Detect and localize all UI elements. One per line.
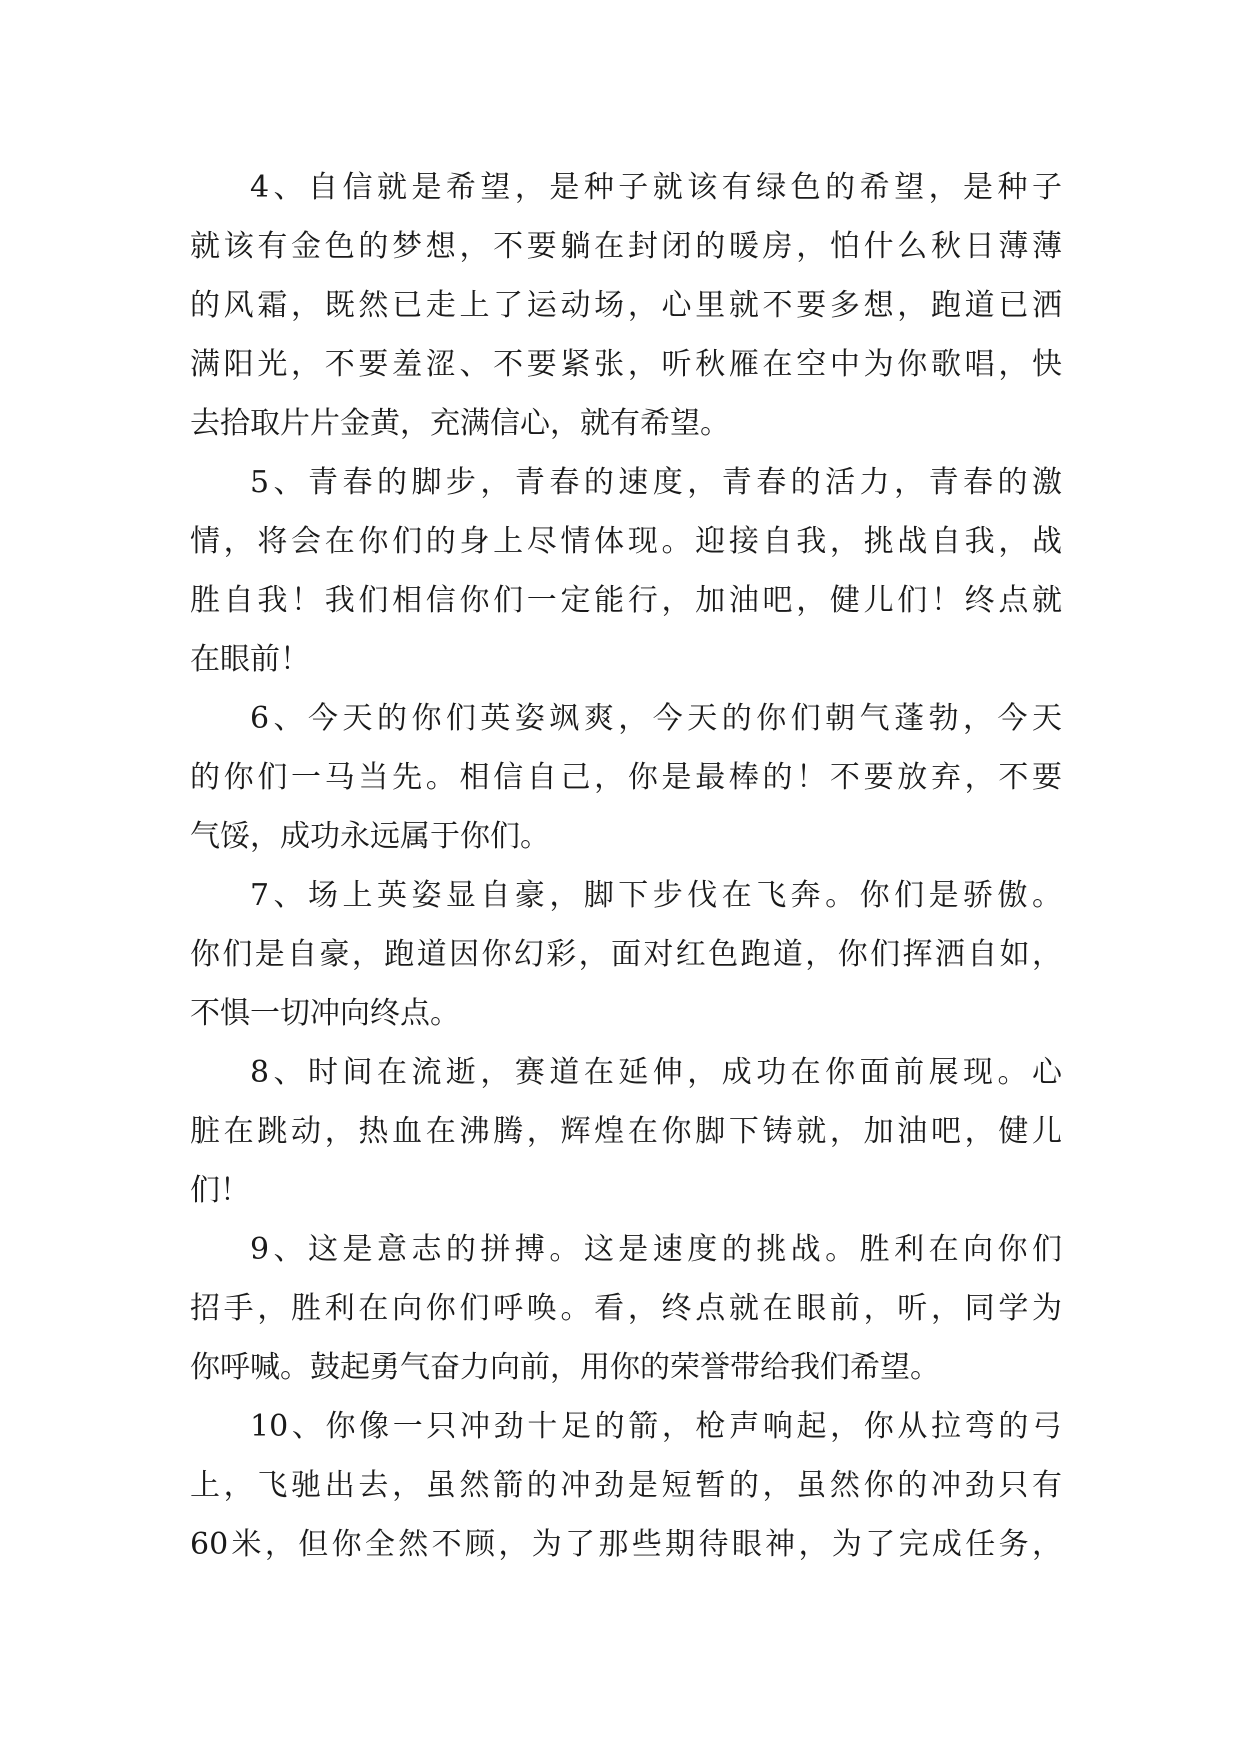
- paragraph-line: 5、青春的脚步，青春的速度，青春的活力，青春的激: [250, 465, 1062, 500]
- paragraph-line: 4、自信就是希望，是种子就该有绿色的希望，是种子: [250, 170, 1062, 205]
- paragraph-line: 们！: [190, 1173, 250, 1208]
- paragraph-line: 不惧一切冲向终点。: [190, 996, 460, 1031]
- paragraph-line: 气馁，成功永远属于你们。: [190, 819, 550, 854]
- paragraph-line: 10、你像一只冲劲十足的箭，枪声响起，你从拉弯的弓: [250, 1409, 1062, 1444]
- paragraph-line: 情，将会在你们的身上尽情体现。迎接自我，挑战自我，战: [190, 524, 1062, 559]
- paragraph-10: [190, 1397, 1062, 1574]
- paragraph-9: [190, 1220, 1062, 1397]
- paragraph-line: 8、时间在流逝，赛道在延伸，成功在你面前展现。心: [250, 1055, 1062, 1090]
- paragraph-5: [190, 453, 1062, 689]
- paragraph-line: 就该有金色的梦想，不要躺在封闭的暖房，怕什么秋日薄薄: [190, 229, 1062, 264]
- paragraph-line: 在眼前！: [190, 642, 310, 677]
- paragraph-line: 60米，但你全然不顾，为了那些期待眼神，为了完成任务，: [190, 1527, 1062, 1562]
- paragraph-line: 7、场上英姿显自豪，脚下步伐在飞奔。你们是骄傲。: [250, 878, 1062, 913]
- paragraph-line: 9、这是意志的拼搏。这是速度的挑战。胜利在向你们: [250, 1232, 1062, 1267]
- paragraph-6: [190, 689, 1062, 866]
- paragraph-line: 去拾取片片金黄，充满信心，就有希望。: [190, 406, 730, 441]
- paragraph-line: 脏在跳动，热血在沸腾，辉煌在你脚下铸就，加油吧，健儿: [190, 1114, 1062, 1149]
- paragraph-line: 招手，胜利在向你们呼唤。看，终点就在眼前，听，同学为: [190, 1291, 1062, 1326]
- paragraph-line: 胜自我！我们相信你们一定能行，加油吧，健儿们！终点就: [190, 583, 1062, 618]
- document-body: [190, 158, 1062, 1574]
- paragraph-4: [190, 158, 1062, 453]
- paragraph-line: 你们是自豪，跑道因你幻彩，面对红色跑道，你们挥洒自如，: [190, 937, 1062, 972]
- paragraph-line: 上，飞驰出去，虽然箭的冲劲是短暂的，虽然你的冲劲只有: [190, 1468, 1062, 1503]
- paragraph-7: [190, 866, 1062, 1043]
- paragraph-line: 的风霜，既然已走上了运动场，心里就不要多想，跑道已洒: [190, 288, 1062, 323]
- paragraph-line: 你呼喊。鼓起勇气奋力向前，用你的荣誉带给我们希望。: [190, 1350, 940, 1385]
- paragraph-8: [190, 1043, 1062, 1220]
- paragraph-line: 6、今天的你们英姿飒爽，今天的你们朝气蓬勃，今天: [250, 701, 1062, 736]
- paragraph-line: 的你们一马当先。相信自己，你是最棒的！不要放弃，不要: [190, 760, 1062, 795]
- paragraph-line: 满阳光，不要羞涩、不要紧张，听秋雁在空中为你歌唱，快: [190, 347, 1062, 382]
